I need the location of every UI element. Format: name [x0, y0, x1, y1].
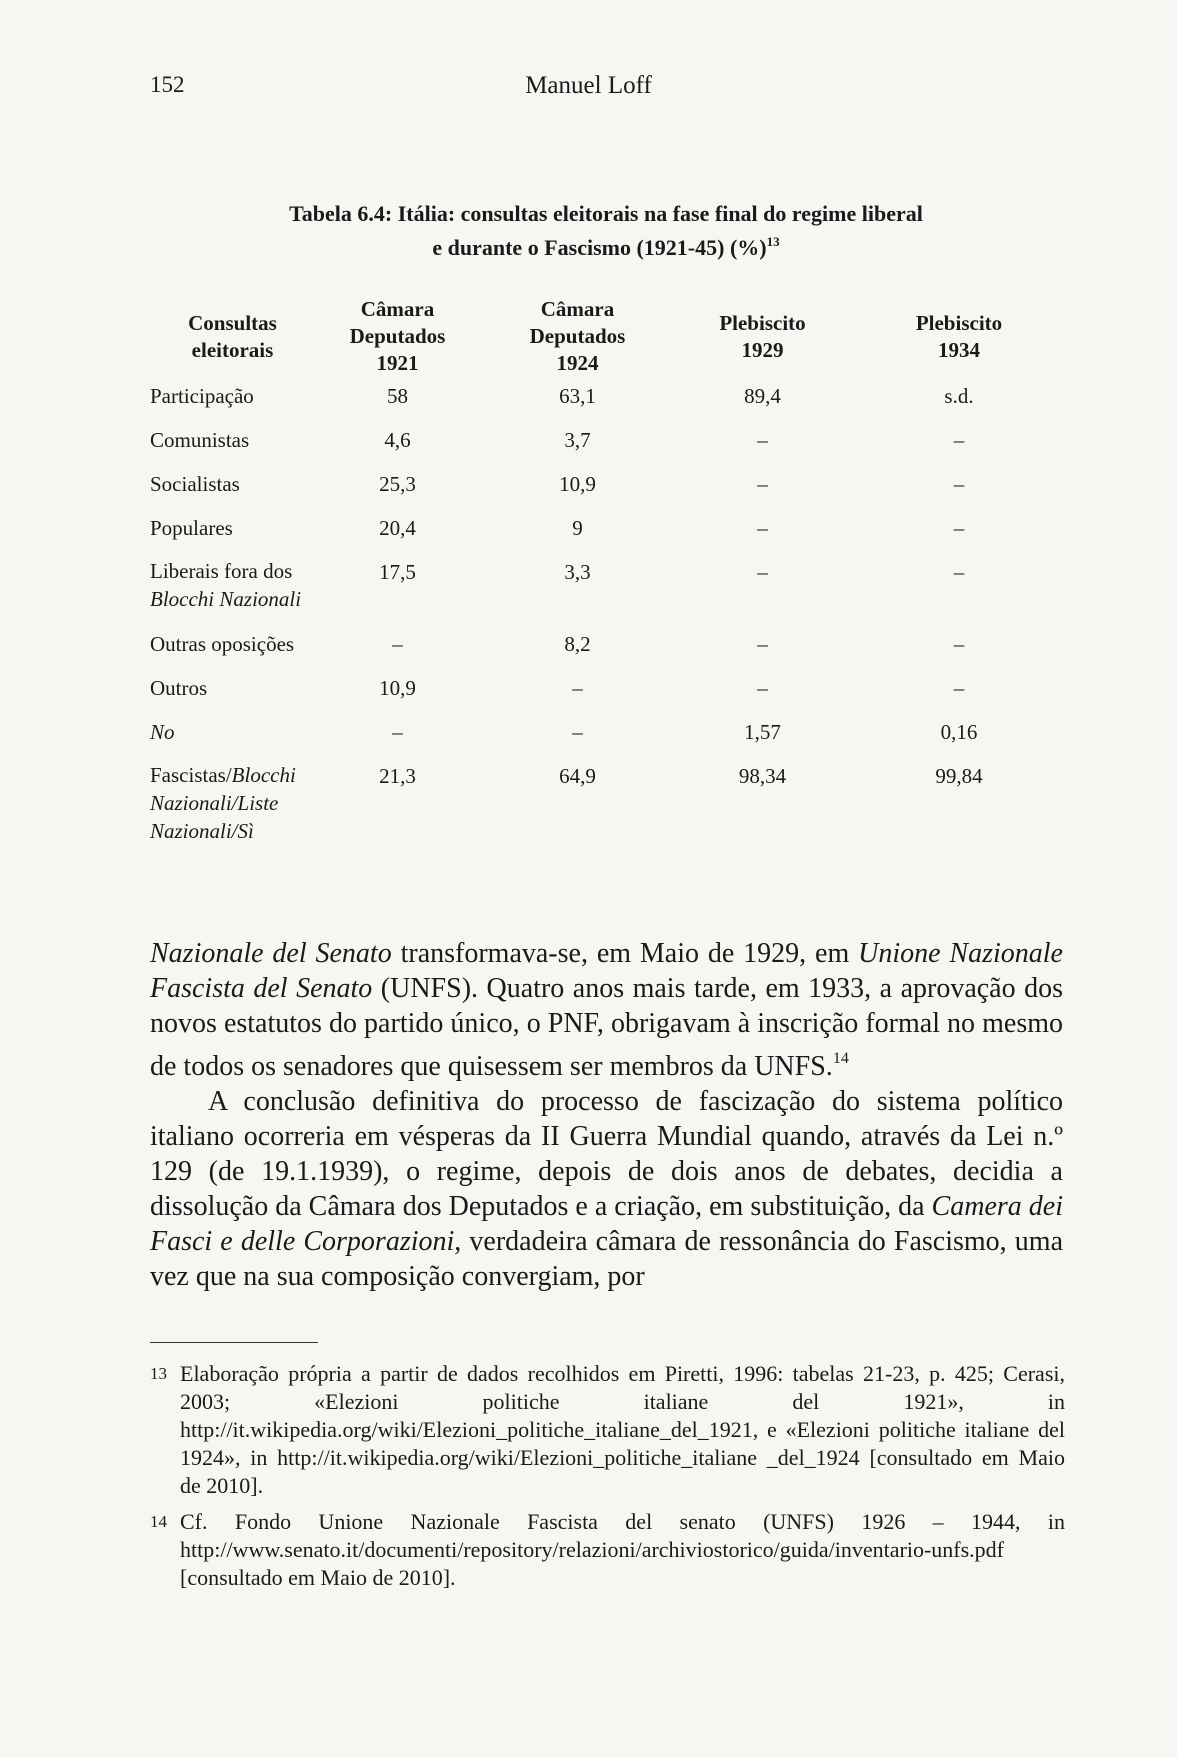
- col-header-consultas: [150, 296, 315, 381]
- header-text: eleitorais: [191, 337, 274, 362]
- footnote-text: Cf. Fondo Unione Nazionale Fascista del senato (UNFS) 1926 – 1944, in http://www.senato.it/documenti/repository/relazioni/archiviostorico/guida/inventario-unfs.pdf [consultado em Maio de 2010].: [180, 1509, 1065, 1590]
- table-cell: –: [757, 472, 768, 496]
- table-cell: 1,57: [744, 720, 781, 744]
- row-label: Participação: [150, 384, 254, 408]
- table-row: [150, 761, 1068, 845]
- page-number: 152: [150, 72, 185, 97]
- table-cell: –: [572, 720, 583, 744]
- table-cell: 20,4: [379, 516, 416, 540]
- table-cell: –: [953, 676, 965, 700]
- table-cell: –: [757, 560, 768, 584]
- table-cell: 10,9: [379, 676, 416, 700]
- table-cell: –: [572, 676, 583, 700]
- row-label: [150, 761, 315, 845]
- footnote-ref-14[interactable]: 14: [832, 1050, 849, 1067]
- table-cell: 4,6: [384, 428, 411, 452]
- text-run: transformava-se, em Maio de 1929, em: [391, 938, 859, 969]
- table-cell: –: [953, 428, 965, 452]
- table-cell: 64,9: [559, 764, 596, 788]
- row-label-italic: Blocchi Nazionali: [150, 587, 302, 611]
- row-label-italic: Blocchi: [231, 763, 296, 787]
- header-text: Deputados: [529, 324, 626, 348]
- table-cell: –: [392, 632, 403, 656]
- table-cell: 0,16: [940, 720, 978, 744]
- row-label: Comunistas: [150, 428, 250, 452]
- footnote-divider: [150, 1342, 318, 1343]
- table-cell: –: [757, 428, 768, 452]
- row-label-plain: Fascistas/: [150, 763, 232, 787]
- table-row: [150, 673, 1068, 717]
- row-label-line-3: Nazionali/Sì: [150, 819, 254, 843]
- caption-line-1: Tabela 6.4: Itália: consultas eleitorais na fase final do regime liberal: [289, 201, 923, 226]
- col-header-camara-1924: [480, 296, 675, 381]
- header-text: Deputados: [349, 324, 446, 348]
- header-text: Câmara: [360, 297, 435, 321]
- table-cell: –: [953, 472, 965, 496]
- table-cell: 98,34: [738, 764, 787, 788]
- table-row: [150, 717, 1068, 761]
- table-row: [150, 469, 1068, 513]
- footnote-ref-13[interactable]: 13: [766, 234, 780, 249]
- table-cell: –: [757, 632, 768, 656]
- footnotes: [150, 1360, 1065, 1600]
- table-cell: –: [757, 516, 768, 540]
- table-cell: –: [953, 516, 965, 540]
- table-header-row: [150, 296, 1068, 381]
- row-label: Outros: [150, 676, 208, 700]
- footnote-marker: 13: [150, 1364, 167, 1383]
- footnote-13: [150, 1360, 1065, 1500]
- italic-term: Unione Nazionale Fascista del Senato: [150, 938, 1063, 1004]
- table-cell: 9: [572, 516, 583, 540]
- table-cell: s.d.: [944, 384, 974, 408]
- row-label: Socialistas: [150, 472, 240, 496]
- col-header-camara-1921: [315, 296, 480, 381]
- col-header-plebiscito-1934: [850, 296, 1068, 381]
- paragraph-2: [150, 1084, 1063, 1294]
- header-text: 1921: [376, 351, 419, 375]
- italic-term: Camera dei Fasci e delle Corporazioni: [150, 1191, 1063, 1257]
- footnote-text: Elaboração própria a partir de dados recolhidos em Piretti, 1996: tabelas 21-23, p. 425; Cerasi, 2003; «Elezioni politiche italiane del 1921», in http://it.wikipedia.org/wiki/Elezioni_politiche_italiane_del_1921, e «Elezioni politiche italiane del 1924», in http://it.wikipedia.org/wiki/Elezioni_politiche_italiane _del_1924 [consultado em Maio de 2010].: [180, 1361, 1065, 1498]
- row-label: Populares: [150, 516, 233, 540]
- header-text: Câmara: [540, 297, 615, 321]
- table-cell: 3,7: [564, 428, 591, 452]
- table-cell: –: [757, 676, 768, 700]
- table-cell: 3,3: [564, 560, 591, 584]
- paragraph-1: [150, 936, 1063, 1084]
- table-cell: 21,3: [379, 764, 416, 788]
- header-text: Plebiscito: [719, 310, 806, 335]
- row-label: No: [150, 720, 175, 744]
- table-row: [150, 513, 1068, 557]
- table-row: [150, 557, 1068, 629]
- table-cell: –: [392, 720, 403, 744]
- footnote-14: [150, 1508, 1065, 1592]
- header-text: Consultas: [188, 310, 277, 335]
- header-text: 1929: [741, 337, 784, 362]
- text-run: , verdadeira câmara de ressonância do Fascismo, uma vez que na sua composição convergiam, por: [150, 1226, 1063, 1292]
- header-text: 1934: [938, 337, 980, 362]
- row-label-plain: Liberais fora dos: [150, 559, 293, 583]
- table-cell: –: [953, 560, 965, 584]
- election-results-table: [150, 296, 1068, 845]
- row-label-line-2: Nazionali/Liste: [150, 791, 279, 815]
- table-row: [150, 381, 1068, 425]
- running-header-author: Manuel Loff: [525, 72, 652, 99]
- italic-term: Nazionale del Senato: [150, 938, 392, 969]
- row-label-line-1: [150, 761, 315, 789]
- table-cell: 63,1: [559, 384, 596, 408]
- table-row: [150, 629, 1068, 673]
- table-cell: 99,84: [935, 764, 983, 788]
- footnote-marker: 14: [150, 1512, 167, 1531]
- table-cell: 58: [387, 384, 408, 408]
- header-text: Plebiscito: [915, 310, 1003, 335]
- table-cell: –: [953, 632, 965, 656]
- col-header-plebiscito-1929: [675, 296, 850, 381]
- table-caption: [150, 200, 1062, 262]
- body-text: [150, 936, 1063, 1294]
- table-cell: 8,2: [564, 632, 591, 656]
- caption-line-2: [150, 228, 1062, 262]
- table-cell: 17,5: [379, 560, 416, 584]
- row-label: Outras oposições: [150, 632, 295, 656]
- text-run: (UNFS). Quatro anos mais tarde, em 1933, a aprovação dos novos estatutos do partido único, o PNF, obrigavam à inscrição formal no mesmo de todos os senadores que quisessem ser membros da UNFS.: [150, 973, 1064, 1082]
- table-cell: 10,9: [559, 472, 596, 496]
- table-cell: 25,3: [379, 472, 416, 496]
- row-label: [150, 557, 315, 629]
- table-row: [150, 425, 1068, 469]
- caption-line-2-text: e durante o Fascismo (1921-45) (%): [432, 235, 767, 260]
- table-cell: 89,4: [744, 384, 781, 408]
- text-run: A conclusão definitiva do processo de fascização do sistema político italiano ocorreria em vésperas da II Guerra Mundial quando, através da Lei n.º 129 (de 19.1.1939), o regime, depois de dois anos de debates, decidia a dissolução da Câmara dos Deputados e a criação, em substituição, da: [150, 1086, 1063, 1222]
- header-text: 1924: [556, 351, 599, 375]
